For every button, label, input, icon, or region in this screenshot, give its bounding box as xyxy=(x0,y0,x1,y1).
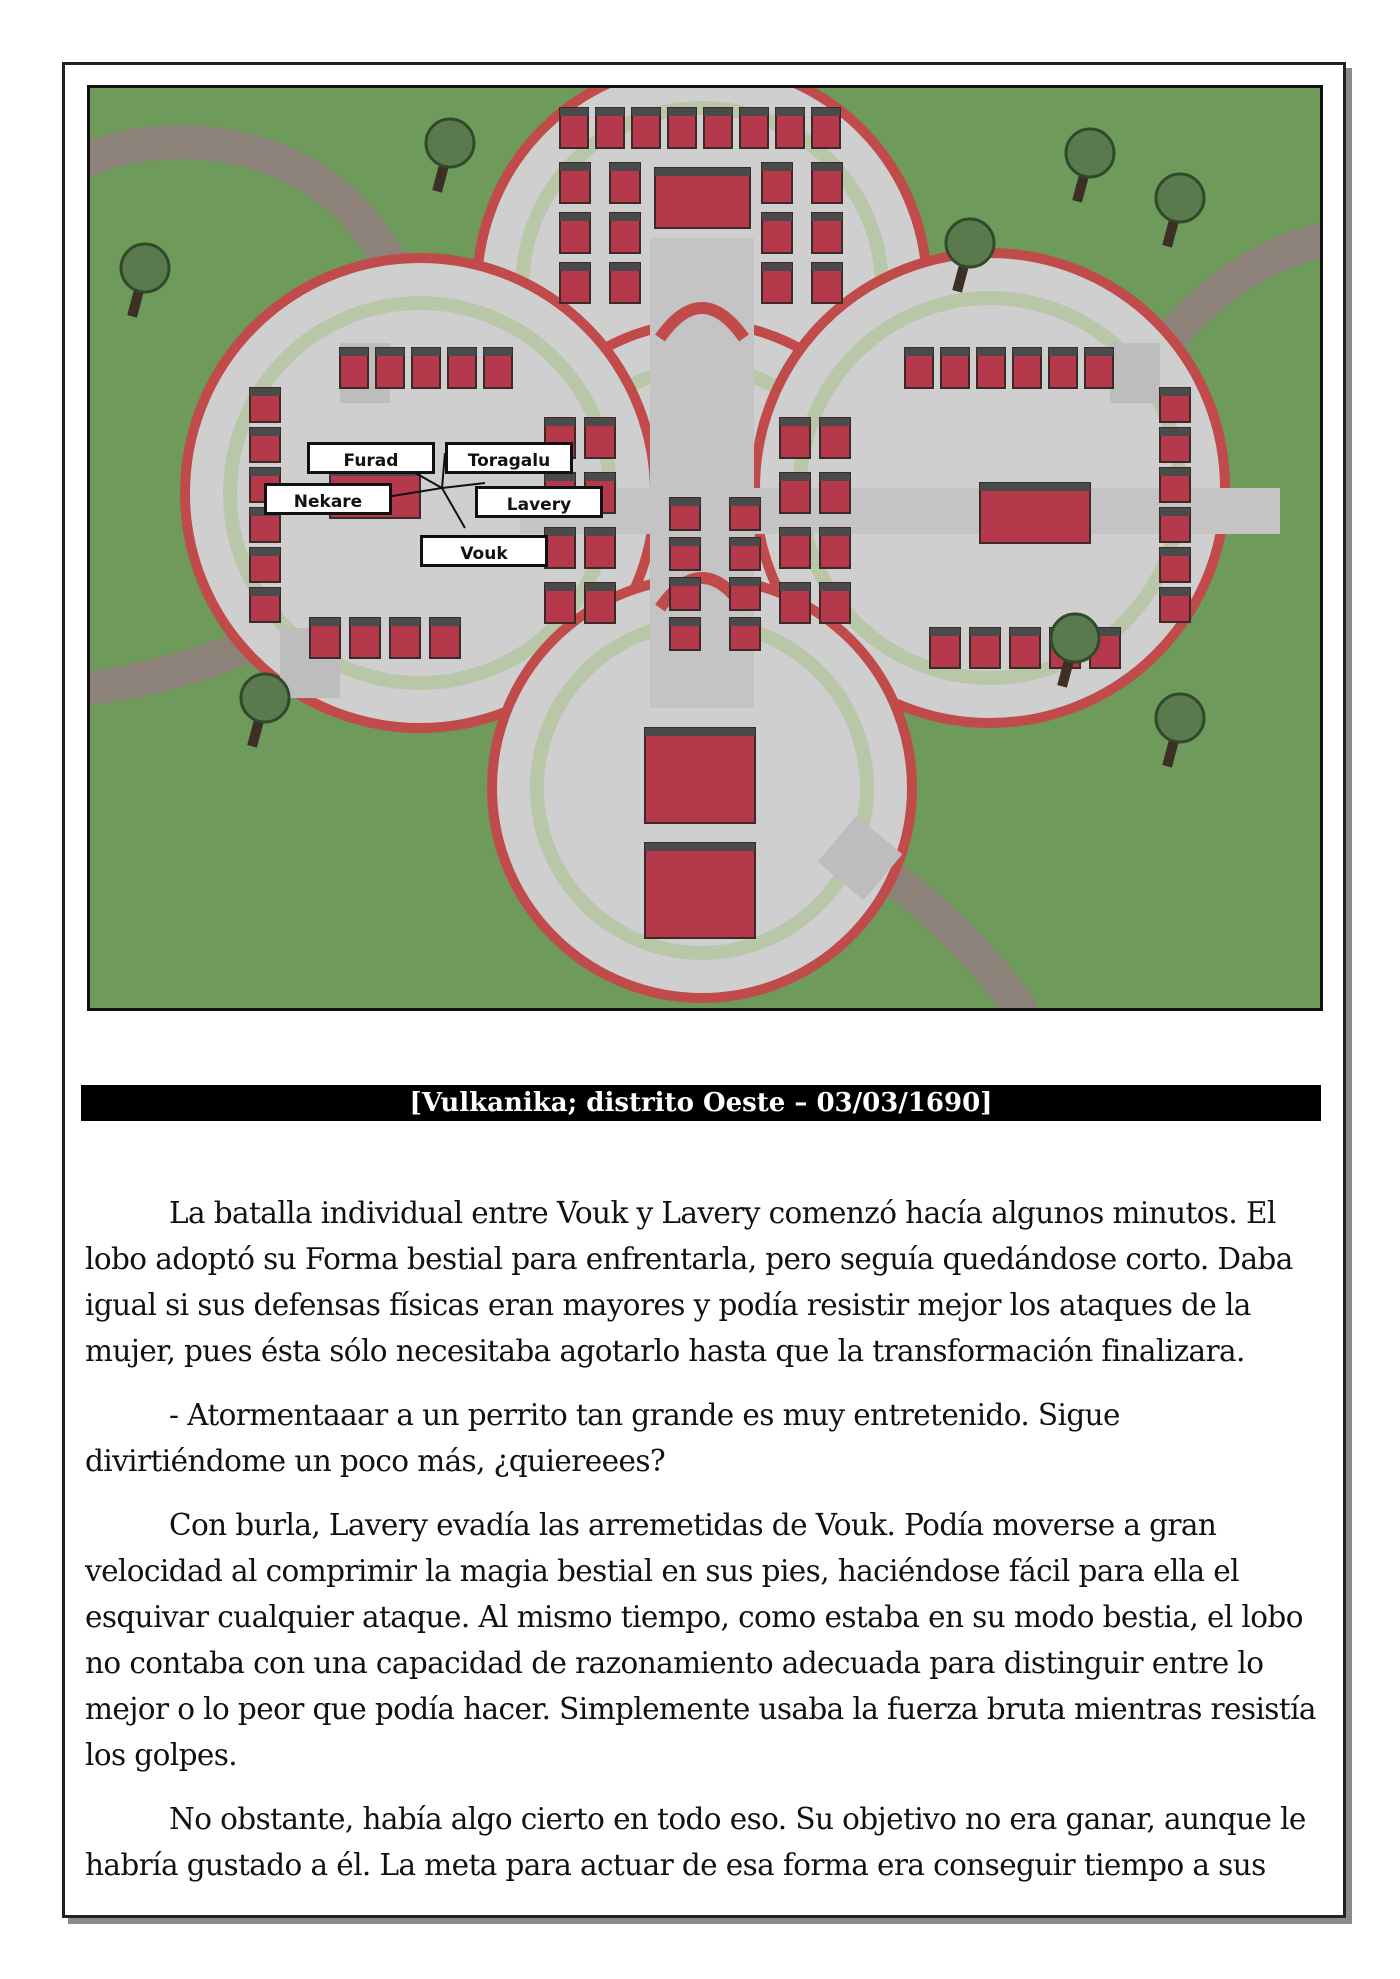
building-roof-edge xyxy=(560,213,590,221)
building-roof-edge xyxy=(977,348,1005,356)
building-roof-edge xyxy=(812,263,842,271)
building-roof-edge xyxy=(655,168,750,176)
building-roof-edge xyxy=(1049,348,1077,356)
city-map-drawing xyxy=(90,88,1320,1008)
east-gate xyxy=(1110,343,1160,403)
building-roof-edge xyxy=(545,583,575,591)
building-roof-edge xyxy=(820,418,850,426)
building-roof-edge xyxy=(762,263,792,271)
building-roof-edge xyxy=(585,473,615,481)
building-roof-edge xyxy=(1160,548,1190,556)
building-roof-edge xyxy=(905,348,933,356)
building-roof-edge xyxy=(390,618,420,626)
tree-crown xyxy=(1156,694,1204,742)
building-roof-edge xyxy=(560,108,588,116)
tree-crown xyxy=(1156,174,1204,222)
building-roof-edge xyxy=(970,628,1000,636)
building-roof-edge xyxy=(1160,508,1190,516)
tree-crown xyxy=(1051,614,1099,662)
building-roof-edge xyxy=(560,263,590,271)
building-roof-edge xyxy=(585,528,615,536)
scene-caption: [Vulkanika; distrito Oeste – 03/03/1690] xyxy=(81,1085,1321,1121)
building-roof-edge xyxy=(1013,348,1041,356)
building-roof-edge xyxy=(545,528,575,536)
building-roof-edge xyxy=(670,538,700,546)
building-roof-edge xyxy=(980,483,1090,491)
building-roof-edge xyxy=(820,473,850,481)
tree-crown xyxy=(121,244,169,292)
building-roof-edge xyxy=(412,348,440,356)
building-roof-edge xyxy=(610,263,640,271)
building-roof-edge xyxy=(1160,388,1190,396)
building-roof-edge xyxy=(250,428,280,436)
map-label-lavery: Lavery xyxy=(475,486,603,518)
building-roof-edge xyxy=(484,348,512,356)
building-roof-edge xyxy=(250,468,280,476)
building-roof-edge xyxy=(340,348,368,356)
building-roof-edge xyxy=(812,213,842,221)
building-roof-edge xyxy=(250,588,280,596)
building-roof-edge xyxy=(730,498,760,506)
page-frame xyxy=(62,62,1346,1918)
building-roof-edge xyxy=(776,108,804,116)
building-roof-edge xyxy=(448,348,476,356)
building-roof-edge xyxy=(610,213,640,221)
map-label-nekare: Nekare xyxy=(264,483,392,515)
building-roof-edge xyxy=(812,163,842,171)
building-roof-edge xyxy=(820,528,850,536)
building-roof-edge xyxy=(670,498,700,506)
building-roof-edge xyxy=(730,578,760,586)
building-roof-edge xyxy=(1085,348,1113,356)
tree-crown xyxy=(426,119,474,167)
building xyxy=(980,483,1090,543)
building-roof-edge xyxy=(585,418,615,426)
building-roof-edge xyxy=(645,843,755,851)
building-roof-edge xyxy=(820,583,850,591)
building-roof-edge xyxy=(250,388,280,396)
building-roof-edge xyxy=(941,348,969,356)
building-roof-edge xyxy=(704,108,732,116)
building-roof-edge xyxy=(1160,588,1190,596)
map-label-vouk: Vouk xyxy=(420,535,548,567)
building-roof-edge xyxy=(740,108,768,116)
building xyxy=(645,728,755,823)
building-roof-edge xyxy=(780,528,810,536)
building-roof-edge xyxy=(730,618,760,626)
tree-crown xyxy=(946,219,994,267)
building-roof-edge xyxy=(596,108,624,116)
building-roof-edge xyxy=(560,163,590,171)
building-roof-edge xyxy=(610,163,640,171)
building-roof-edge xyxy=(545,418,575,426)
paragraph-2: - Atormentaaar a un perrito tan grande es muy entretenido. Sigue divirtiéndome un poco más, ¿quiereees? xyxy=(85,1398,1120,1478)
building-roof-edge xyxy=(780,418,810,426)
paragraph-3: Con burla, Lavery evadía las arremetidas de Vouk. Podía moverse a gran velocidad al comprimir la magia bestial en sus pies, haciéndose fácil para ella el esquivar cualquier ataque. Al mismo tiempo, como estaba en su modo bestia, el lobo no contaba con una capacidad de razonamiento adecuada para distinguir entre lo mejor o lo peor que podía hacer. Simplemente usaba la fuerza bruta mientras resistía los golpes. xyxy=(85,1508,1316,1772)
city-map xyxy=(87,85,1323,1011)
tree-crown xyxy=(1066,129,1114,177)
building xyxy=(655,168,750,228)
story-text xyxy=(85,1190,1321,1906)
map-label-toragalu: Toragalu xyxy=(445,442,573,474)
tree-crown xyxy=(241,674,289,722)
building-roof-edge xyxy=(250,548,280,556)
building-roof-edge xyxy=(730,538,760,546)
building-roof-edge xyxy=(310,618,340,626)
building xyxy=(645,843,755,938)
paragraph-4: No obstante, había algo cierto en todo eso. Su objetivo no era ganar, aunque le habría gustado a él. La meta para actuar de esa forma era conseguir tiempo a sus xyxy=(85,1802,1306,1882)
building-roof-edge xyxy=(1010,628,1040,636)
building-roof-edge xyxy=(762,213,792,221)
building-roof-edge xyxy=(670,578,700,586)
paragraph-1: La batalla individual entre Vouk y Lavery comenzó hacía algunos minutos. El lobo adoptó su Forma bestial para enfrentarla, pero seguía quedándose corto. Daba igual si sus defensas físicas eran mayores y podía resistir mejor los ataques de la mujer, pues ésta sólo necesitaba agotarlo hasta que la transformación finalizara. xyxy=(85,1196,1293,1368)
building-roof-edge xyxy=(430,618,460,626)
building-roof-edge xyxy=(762,163,792,171)
map-label-furad: Furad xyxy=(307,442,435,474)
building-roof-edge xyxy=(585,583,615,591)
building-roof-edge xyxy=(1160,468,1190,476)
building-roof-edge xyxy=(668,108,696,116)
building-roof-edge xyxy=(780,583,810,591)
building-roof-edge xyxy=(632,108,660,116)
building-roof-edge xyxy=(376,348,404,356)
building-roof-edge xyxy=(670,618,700,626)
building-roof-edge xyxy=(930,628,960,636)
building-roof-edge xyxy=(812,108,840,116)
building-roof-edge xyxy=(645,728,755,736)
building-roof-edge xyxy=(350,618,380,626)
building-roof-edge xyxy=(1160,428,1190,436)
building-roof-edge xyxy=(780,473,810,481)
